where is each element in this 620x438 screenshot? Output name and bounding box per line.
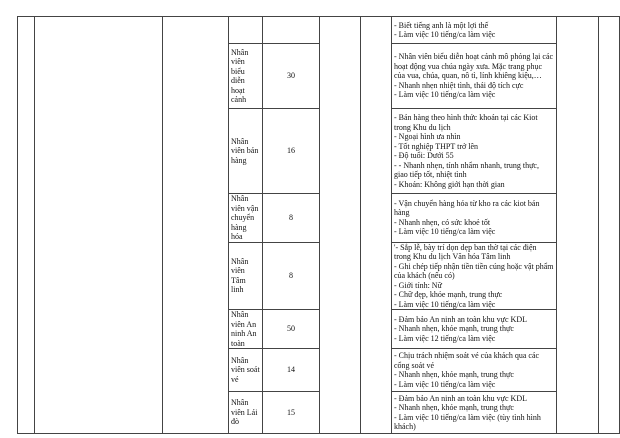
- cell-blank: [320, 17, 361, 434]
- description-line: - - Nhanh nhẹn, tính nhẩm nhanh, trung thực, giao tiếp tốt, nhiệt tình: [394, 160, 539, 179]
- job-table-body: [18, 17, 620, 434]
- description-line: - Biết tiếng anh là một lợi thế: [394, 20, 489, 30]
- job-title: Nhân viên An ninh An toàn: [229, 310, 263, 349]
- cell-blank: [18, 17, 35, 434]
- description-line: - Làm việc 10 tiếng/ca làm việc: [394, 227, 496, 237]
- description-line: - Khoán: Không giới hạn thời gian: [394, 179, 505, 189]
- job-title: [229, 17, 263, 44]
- description-line: - Nhân viên biểu diễn hoạt cảnh mô phỏng lại các hoạt động vua chúa ngày xưa. Mặc trang phục của vua, chúa, quan, nô tì, lính khiêng kiệu,…: [394, 52, 554, 81]
- job-count: 14: [263, 349, 320, 392]
- job-description: [392, 349, 557, 392]
- job-title: Nhân viên Tâm linh: [229, 242, 263, 310]
- job-description: [392, 194, 557, 243]
- description-line: - Làm việc 12 tiếng/ca làm việc: [394, 333, 496, 343]
- description-line: - Chữ đẹp, khỏe mạnh, trung thực: [394, 290, 503, 299]
- job-count: 16: [263, 109, 320, 194]
- cell-blank: [557, 17, 599, 434]
- job-description: [392, 44, 557, 109]
- cell-blank: [163, 17, 229, 434]
- description-line: - Tốt nghiệp THPT trở lên: [394, 141, 479, 151]
- job-title: Nhân viên vận chuyển hàng hóa: [229, 194, 263, 243]
- job-description: [392, 392, 557, 434]
- job-title: Nhân viên Lái đò: [229, 392, 263, 434]
- description-line: - Nhanh nhẹn, khỏe mạnh, trung thực: [394, 324, 514, 334]
- job-count: [263, 17, 320, 44]
- description-line: - Vận chuyển hàng hóa từ kho ra các kiot bán hàng: [394, 198, 540, 218]
- job-title: Nhân viên soát vé: [229, 349, 263, 392]
- job-count: 30: [263, 44, 320, 109]
- job-title: Nhân viên biểu diễn hoạt cảnh: [229, 44, 263, 109]
- cell-blank: [599, 17, 620, 434]
- job-title: Nhân viên bán hàng: [229, 109, 263, 194]
- description-line: - Nhanh nhẹn nhiệt tình, thái độ tích cực: [394, 80, 524, 90]
- description-line: - Ghi chép tiếp nhận tiền tiền cúng hoặc vật phẩm của khách (nếu có): [394, 261, 554, 280]
- job-description: [392, 17, 557, 44]
- table-row: [18, 17, 620, 44]
- job-count: 8: [263, 194, 320, 243]
- description-line: '- Sắp lễ, bày trí dọn dẹp ban thờ tại các điện trong Khu du lịch Văn hóa Tâm linh: [394, 242, 537, 261]
- description-line: - Chịu trách nhiệm soát vé của khách qua các cổng soát vé: [394, 351, 540, 370]
- job-description: [392, 242, 557, 310]
- description-line: - Làm việc 10 tiếng/ca làm việc (tùy tình hình khách): [394, 412, 541, 431]
- description-line: - Đảm bảo An ninh an toàn khu vực KDL: [394, 314, 527, 324]
- description-line: - Nhanh nhẹn, khỏe mạnh, trung thực: [394, 370, 514, 379]
- description-line: - Độ tuổi: Dưới 55: [394, 151, 454, 160]
- job-count: 8: [263, 242, 320, 310]
- job-description: [392, 109, 557, 194]
- description-line: - Nhanh nhẹn, khỏe mạnh, trung thực: [394, 403, 514, 412]
- cell-blank: [361, 17, 392, 434]
- description-line: - Làm việc 10 tiếng/ca làm việc: [394, 90, 496, 100]
- description-line: - Ngoại hình ưa nhìn: [394, 132, 461, 141]
- job-count: 50: [263, 310, 320, 349]
- job-description: [392, 310, 557, 349]
- cell-blank: [35, 17, 163, 434]
- description-line: - Giới tính: Nữ: [394, 280, 442, 290]
- job-table: [17, 16, 620, 434]
- description-line: - Làm việc 10 tiếng/ca làm việc: [394, 299, 496, 309]
- description-line: - Bán hàng theo hình thức khoán tại các Kiot trong Khu du lịch: [394, 113, 538, 132]
- description-line: - Nhanh nhẹn, có sức khoẻ tốt: [394, 217, 491, 227]
- description-line: - Làm việc 10 tiếng/ca làm việc: [394, 30, 496, 39]
- description-line: - Đảm bảo An ninh an toàn khu vực KDL: [394, 393, 527, 403]
- description-line: - Làm việc 10 tiếng/ca làm việc: [394, 379, 496, 389]
- job-count: 15: [263, 392, 320, 434]
